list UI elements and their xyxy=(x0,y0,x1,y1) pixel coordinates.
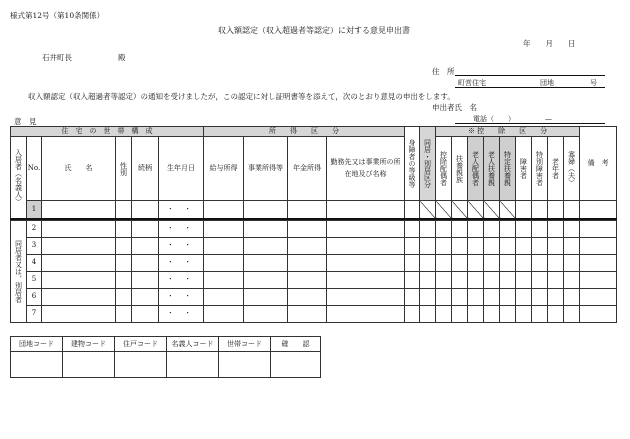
business-cell[interactable] xyxy=(244,237,288,254)
relation-cell[interactable] xyxy=(132,254,159,271)
housing-line xyxy=(455,87,605,88)
business-cell[interactable] xyxy=(244,254,288,271)
dependent-cell[interactable] xyxy=(452,237,468,254)
widow-cell[interactable] xyxy=(564,220,580,237)
notes-cell[interactable] xyxy=(580,220,617,237)
workplace-cell[interactable] xyxy=(327,288,405,305)
elder-dep-cell[interactable] xyxy=(484,271,500,288)
spouse-cell-disabled xyxy=(436,201,452,219)
elder-spouse-cell[interactable] xyxy=(468,305,484,322)
row-number: 2 xyxy=(27,220,42,237)
dependent-cell[interactable] xyxy=(452,220,468,237)
cohab-cell[interactable] xyxy=(420,254,436,271)
dependent-cell[interactable] xyxy=(452,288,468,305)
birth-cell[interactable]: ・ ・ xyxy=(159,201,204,219)
disability-cell[interactable] xyxy=(405,288,420,305)
household-code-label: 世帯コード xyxy=(219,337,271,352)
birth-cell[interactable]: ・ ・ xyxy=(159,271,204,288)
elderly-cell[interactable] xyxy=(548,237,564,254)
birth-cell[interactable]: ・ ・ xyxy=(159,254,204,271)
business-cell[interactable] xyxy=(244,220,288,237)
dependent-cell-disabled xyxy=(452,201,468,219)
honorific: 殿 xyxy=(118,53,126,62)
dependent-cell[interactable] xyxy=(452,305,468,322)
notes-cell[interactable] xyxy=(580,288,617,305)
elder-dep-cell[interactable] xyxy=(484,220,500,237)
dependent-header: 扶養親族 xyxy=(452,137,468,201)
special-dep-cell[interactable] xyxy=(500,220,516,237)
row-number: 5 xyxy=(27,271,42,288)
special-dep-cell[interactable] xyxy=(500,271,516,288)
relation-cell[interactable] xyxy=(132,220,159,237)
business-cell[interactable] xyxy=(244,201,288,219)
business-cell[interactable] xyxy=(244,288,288,305)
workplace-cell[interactable] xyxy=(327,237,405,254)
notes-header: 備 考 xyxy=(580,127,617,201)
salary-cell[interactable] xyxy=(204,201,244,219)
table-row xyxy=(11,254,617,271)
special-dep-cell[interactable] xyxy=(500,254,516,271)
widow-cell[interactable] xyxy=(564,201,580,219)
elderly-header: 老年者 xyxy=(548,137,564,201)
elder-spouse-cell[interactable] xyxy=(468,288,484,305)
relation-cell[interactable] xyxy=(132,271,159,288)
disability-cell[interactable] xyxy=(405,237,420,254)
intro-text: 収入額認定（収入超過者等認定）の通知を受けましたが，この認定に対し証明書等を添えて，次のとおり意見の申出をします。 xyxy=(28,92,455,101)
business-header: 事業所得等 xyxy=(244,137,288,201)
elderly-cell[interactable] xyxy=(548,305,564,322)
household-header: 住 宅 の 世 帯 構 成 xyxy=(11,127,204,137)
workplace-header: 勤務先又は事業所の所在地及び名称 xyxy=(327,137,405,201)
elder-dep-cell-disabled xyxy=(484,201,500,219)
table-row xyxy=(11,237,617,254)
business-cell[interactable] xyxy=(244,271,288,288)
confirm-field[interactable] xyxy=(271,352,321,378)
name-header: 氏 名 xyxy=(42,137,116,201)
sex-cell[interactable] xyxy=(116,201,132,219)
income-header: 所 得 区 分 xyxy=(204,127,405,137)
phone-label: 電話（ ） xyxy=(473,115,515,123)
cohab-cell[interactable] xyxy=(420,271,436,288)
notes-cell[interactable] xyxy=(580,305,617,322)
opinion-label: 意 見 xyxy=(14,117,37,126)
pension-cell[interactable] xyxy=(288,271,327,288)
no-header: No. xyxy=(27,137,42,201)
spouse-cell[interactable] xyxy=(436,271,452,288)
spouse-header: 控除配偶者 xyxy=(436,137,452,201)
salary-cell[interactable] xyxy=(204,288,244,305)
relation-cell[interactable] xyxy=(132,305,159,322)
salary-cell[interactable] xyxy=(204,220,244,237)
elderly-cell[interactable] xyxy=(548,271,564,288)
sex-cell[interactable] xyxy=(116,254,132,271)
birth-cell[interactable]: ・ ・ xyxy=(159,288,204,305)
name-cell[interactable] xyxy=(42,288,116,305)
special-disabled-cell[interactable] xyxy=(532,288,548,305)
address-label: 住 所 xyxy=(432,67,455,76)
salary-header: 給与所得 xyxy=(204,137,244,201)
table-row xyxy=(11,305,617,322)
workplace-cell[interactable] xyxy=(327,201,405,219)
elder-spouse-cell[interactable] xyxy=(468,237,484,254)
spouse-cell[interactable] xyxy=(436,254,452,271)
cohab-cell[interactable] xyxy=(420,305,436,322)
elder-spouse-cell[interactable] xyxy=(468,220,484,237)
building-code-label: 建物コード xyxy=(63,337,115,352)
disabled-cell[interactable] xyxy=(516,254,532,271)
special-disabled-cell[interactable] xyxy=(532,254,548,271)
table-row xyxy=(11,271,617,288)
notes-cell[interactable] xyxy=(580,271,617,288)
disability-cell[interactable] xyxy=(405,305,420,322)
pension-cell[interactable] xyxy=(288,237,327,254)
widow-header: 寡婦（夫） xyxy=(564,137,580,201)
name-cell[interactable] xyxy=(42,254,116,271)
cohab-cell[interactable] xyxy=(420,220,436,237)
disability-grade-header: 身障者の等級等 xyxy=(405,127,420,201)
elder-dep-cell[interactable] xyxy=(484,254,500,271)
disabled-cell[interactable] xyxy=(516,271,532,288)
household-table xyxy=(10,126,617,323)
workplace-cell[interactable] xyxy=(327,254,405,271)
applicant-label: 申出者氏 名 xyxy=(432,103,477,112)
address-line xyxy=(455,75,605,76)
widow-cell[interactable] xyxy=(564,271,580,288)
row-number: 4 xyxy=(27,254,42,271)
pension-cell[interactable] xyxy=(288,220,327,237)
salary-cell[interactable] xyxy=(204,237,244,254)
elderly-cell[interactable] xyxy=(548,201,564,219)
widow-cell[interactable] xyxy=(564,288,580,305)
form-number: 様式第12号（第10条関係） xyxy=(10,11,105,20)
special-disabled-cell[interactable] xyxy=(532,271,548,288)
row-number: 7 xyxy=(27,305,42,322)
pension-cell[interactable] xyxy=(288,254,327,271)
pension-cell[interactable] xyxy=(288,305,327,322)
code-table xyxy=(10,336,321,378)
special-disabled-cell[interactable] xyxy=(532,305,548,322)
spouse-cell[interactable] xyxy=(436,305,452,322)
widow-cell[interactable] xyxy=(564,305,580,322)
table-row xyxy=(11,220,617,237)
disabled-cell[interactable] xyxy=(516,220,532,237)
cohab-cell[interactable] xyxy=(420,288,436,305)
cohab-header: 同居・別居区分 xyxy=(420,127,436,201)
special-dep-cell[interactable] xyxy=(500,305,516,322)
notes-cell[interactable] xyxy=(580,201,617,219)
workplace-cell[interactable] xyxy=(327,271,405,288)
disabled-cell[interactable] xyxy=(516,237,532,254)
pension-cell[interactable] xyxy=(288,201,327,219)
birth-cell[interactable]: ・ ・ xyxy=(159,237,204,254)
disability-cell[interactable] xyxy=(405,201,420,219)
danchi-code-field[interactable] xyxy=(11,352,63,378)
housing-label: 町営住宅 xyxy=(458,79,486,87)
elder-dep-cell[interactable] xyxy=(484,288,500,305)
notes-cell[interactable] xyxy=(580,254,617,271)
name-cell[interactable] xyxy=(42,305,116,322)
relation-cell[interactable] xyxy=(132,237,159,254)
sex-cell[interactable] xyxy=(116,305,132,322)
addressee: 石井町長 xyxy=(42,53,72,62)
widow-cell[interactable] xyxy=(564,237,580,254)
disabled-cell[interactable] xyxy=(516,201,532,219)
spouse-cell[interactable] xyxy=(436,237,452,254)
deduction-header: ※ 控 除 区 分 xyxy=(436,127,580,137)
row-number: 1 xyxy=(27,201,42,219)
workplace-cell[interactable] xyxy=(327,305,405,322)
sex-header: 性別 xyxy=(116,137,132,201)
relation-header: 続柄 xyxy=(132,137,159,201)
relation-cell[interactable] xyxy=(132,288,159,305)
salary-cell[interactable] xyxy=(204,305,244,322)
name-cell[interactable] xyxy=(42,201,116,219)
dependent-cell[interactable] xyxy=(452,254,468,271)
pension-cell[interactable] xyxy=(288,288,327,305)
row-number: 6 xyxy=(27,288,42,305)
dependent-cell[interactable] xyxy=(452,271,468,288)
special-disabled-cell[interactable] xyxy=(532,201,548,219)
spouse-cell[interactable] xyxy=(436,288,452,305)
business-cell[interactable] xyxy=(244,305,288,322)
household-code-field[interactable] xyxy=(219,352,271,378)
name-cell[interactable] xyxy=(42,220,116,237)
special-dep-cell[interactable] xyxy=(500,288,516,305)
name-cell[interactable] xyxy=(42,271,116,288)
elderly-cell[interactable] xyxy=(548,254,564,271)
special-dep-header: 特定扶養親 xyxy=(500,137,516,201)
elder-dep-header: 老人扶養親 xyxy=(484,137,500,201)
salary-cell[interactable] xyxy=(204,271,244,288)
confirm-label: 確 認 xyxy=(271,337,321,352)
unit-code-label: 住戸コード xyxy=(115,337,167,352)
table-row xyxy=(11,201,617,219)
workplace-cell[interactable] xyxy=(327,220,405,237)
table-row xyxy=(11,288,617,305)
sex-cell[interactable] xyxy=(116,288,132,305)
page-title: 収入額認定（収入超過者等認定）に対する意見申出書 xyxy=(218,26,410,35)
nominee-code-label: 名義人コード xyxy=(167,337,219,352)
special-disabled-cell[interactable] xyxy=(532,237,548,254)
birth-header: 生年月日 xyxy=(159,137,204,201)
special-disabled-cell[interactable] xyxy=(532,220,548,237)
disability-cell[interactable] xyxy=(405,254,420,271)
row-number: 3 xyxy=(27,237,42,254)
widow-cell[interactable] xyxy=(564,254,580,271)
notes-cell[interactable] xyxy=(580,237,617,254)
disabled-header: 障害者 xyxy=(516,137,532,201)
nominee-code-field[interactable] xyxy=(167,352,219,378)
unit-code-field[interactable] xyxy=(115,352,167,378)
phone-dash: — xyxy=(545,115,552,123)
special-disabled-header: 特別障害者 xyxy=(532,137,548,201)
elderly-cell[interactable] xyxy=(548,220,564,237)
elder-dep-cell[interactable] xyxy=(484,237,500,254)
pension-header: 年金所得 xyxy=(288,137,327,201)
cohab-cell[interactable] xyxy=(420,237,436,254)
spouse-cell[interactable] xyxy=(436,220,452,237)
elder-spouse-cell[interactable] xyxy=(468,254,484,271)
nominee-header: 入居者（名義人） xyxy=(11,137,27,219)
sex-cell[interactable] xyxy=(116,220,132,237)
cohabitant-label: 同居者又は，別居者 xyxy=(11,220,27,322)
elder-spouse-header: 老人配偶者 xyxy=(468,137,484,201)
sex-cell[interactable] xyxy=(116,271,132,288)
special-dep-cell-disabled xyxy=(500,201,516,219)
applicant-line xyxy=(455,123,605,124)
date-line: 年 月 日 xyxy=(523,39,576,48)
elderly-cell[interactable] xyxy=(548,288,564,305)
danchi-code-label: 団地コード xyxy=(11,337,63,352)
elder-spouse-cell[interactable] xyxy=(468,271,484,288)
disabled-cell[interactable] xyxy=(516,288,532,305)
salary-cell[interactable] xyxy=(204,254,244,271)
disability-cell[interactable] xyxy=(405,220,420,237)
elder-spouse-cell-disabled xyxy=(468,201,484,219)
sex-cell[interactable] xyxy=(116,237,132,254)
birth-cell[interactable]: ・ ・ xyxy=(159,305,204,322)
disability-cell[interactable] xyxy=(405,271,420,288)
elder-dep-cell[interactable] xyxy=(484,305,500,322)
name-cell[interactable] xyxy=(42,237,116,254)
birth-cell[interactable]: ・ ・ xyxy=(159,220,204,237)
building-code-field[interactable] xyxy=(63,352,115,378)
go-label: 号 xyxy=(590,79,597,87)
relation-cell[interactable] xyxy=(132,201,159,219)
cohab-cell-disabled xyxy=(420,201,436,219)
special-dep-cell[interactable] xyxy=(500,237,516,254)
disabled-cell[interactable] xyxy=(516,305,532,322)
danchi-label: 団地 xyxy=(540,79,554,87)
